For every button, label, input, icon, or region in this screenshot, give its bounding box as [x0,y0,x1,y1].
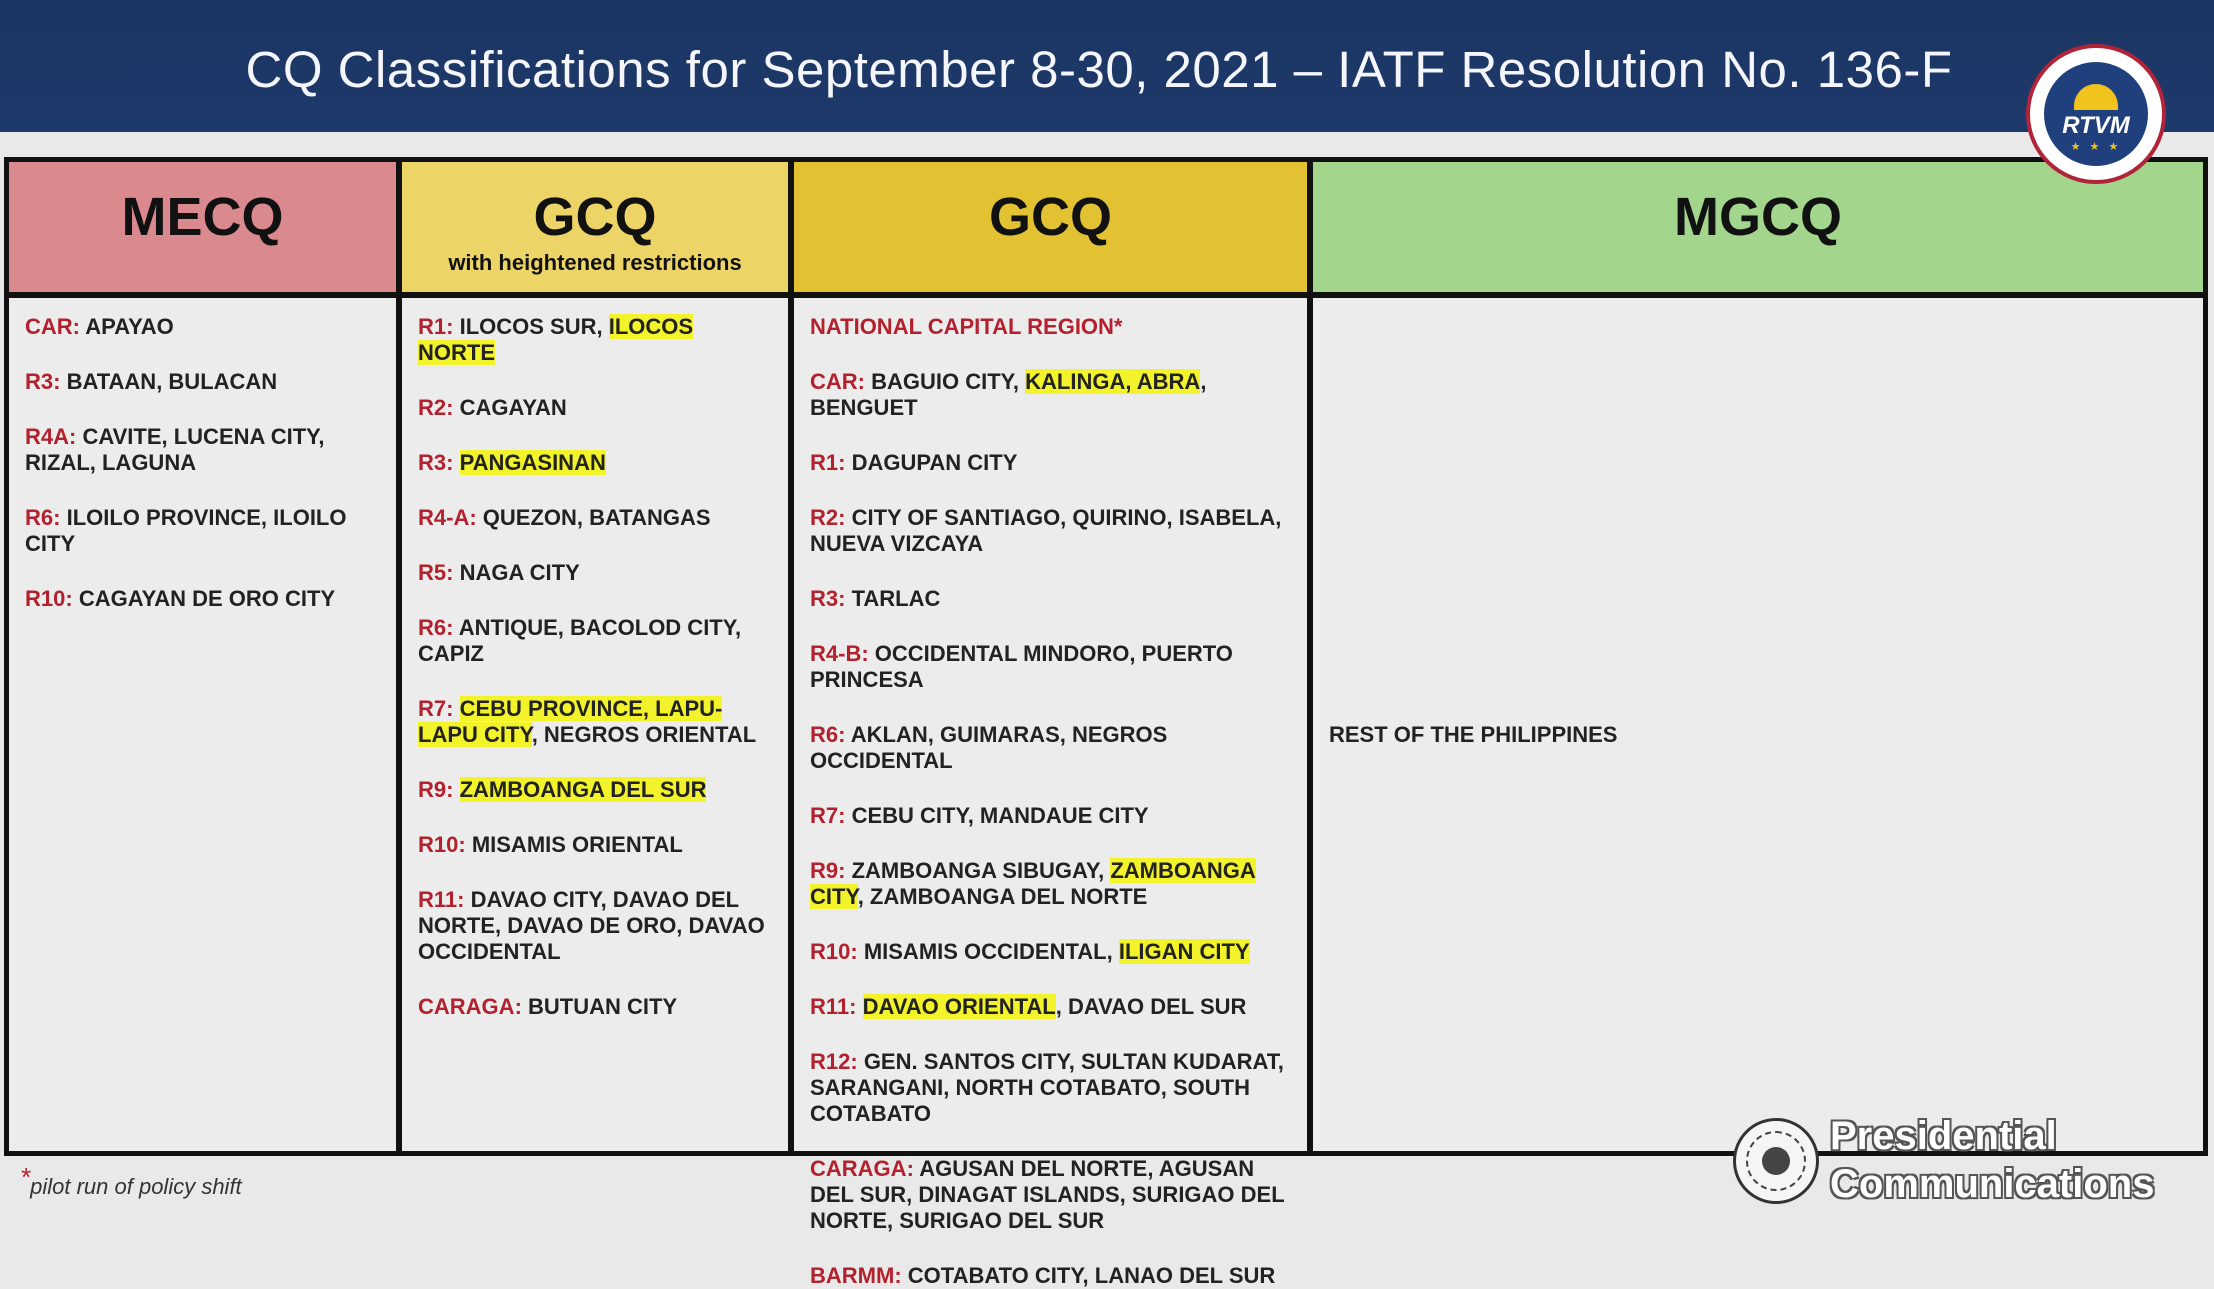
region-label: R5 [418,560,447,585]
column-heading: GCQ [988,187,1112,247]
list-item [810,314,1291,340]
region-label: R9 [418,777,447,802]
list-item: CARAGA: AGUSAN DEL NORTE, AGUSAN DEL SUR, DINAGAT ISLANDS, SURIGAO DEL NORTE, SURIGAO DEL SUR [810,1156,1285,1233]
column-body [794,298,1307,1289]
column-header-mgcq [1313,162,2203,298]
column-body [402,298,788,1020]
list-item: R10: MISAMIS ORIENTAL [418,832,683,857]
list-item: R2: CAGAYAN [418,395,567,420]
list-item: R3: PANGASINAN [418,450,606,475]
region-label: R12 [810,1049,851,1074]
region-label: R11 [810,994,850,1019]
area-text: CAVITE, LUCENA CITY, RIZAL, LAGUNA [25,424,325,475]
region-label: R7 [810,803,839,828]
list-item: R1: ILOCOS SUR, ILOCOS NORTE [418,314,694,365]
area-text: TARLAC [851,586,941,611]
area-text: ANTIQUE, BACOLOD CITY, CAPIZ [418,615,742,666]
region-label: R3 [25,369,54,394]
highlighted-area: ZAMBOANGA CITY [810,858,1256,909]
list-item: R4-B: OCCIDENTAL MINDORO, PUERTO PRINCESA [810,641,1233,692]
region-label: R6 [810,722,839,747]
area-text: AKLAN, GUIMARAS, NEGROS OCCIDENTAL [810,722,1168,773]
highlighted-area: PANGASINAN [459,450,606,475]
region-label: CARAGA [810,1156,907,1181]
region-label: R1 [418,314,447,339]
area-text: ILOCOS SUR, [459,314,609,339]
region-label: R6 [25,505,54,530]
list-item: R4-A: QUEZON, BATANGAS [418,505,711,530]
list-item: R11: DAVAO CITY, DAVAO DEL NORTE, DAVAO DE ORO, DAVAO OCCIDENTAL [418,887,765,964]
region-label: R1 [810,450,839,475]
list-item: R11: DAVAO ORIENTAL, DAVAO DEL SUR [810,994,1247,1019]
area-text: ZAMBOANGA SIBUGAY, [851,858,1111,883]
column-heading: MECQ [121,187,284,247]
area-text: APAYAO [85,314,174,339]
highlighted-area: ILOCOS NORTE [418,314,694,365]
region-label: R2 [418,395,447,420]
area-text: DAVAO CITY, DAVAO DEL NORTE, DAVAO DE ORO, DAVAO OCCIDENTAL [418,887,765,964]
region-label: R10 [418,832,459,857]
list-item: R9: ZAMBOANGA DEL SUR [418,777,707,802]
region-label: CAR [810,369,858,394]
region-label: R4-A [418,505,470,530]
pcoo-seal-icon [1733,1118,1819,1204]
column-gcq-heightened [396,162,788,1151]
highlighted-area: CEBU PROVINCE, LAPU-LAPU CITY [418,696,723,747]
column-mecq [9,162,396,1151]
area-text: CITY OF SANTIAGO, QUIRINO, ISABELA, NUEVA VIZCAYA [810,505,1282,556]
list-item: R10: CAGAYAN DE ORO CITY [25,586,336,611]
region-label: CAR [25,314,73,339]
rtvm-seal-icon [2044,62,2148,166]
area-text: , ZAMBOANGA DEL NORTE [857,884,1148,909]
highlighted-area: DAVAO ORIENTAL [862,994,1056,1019]
region-label: NATIONAL CAPITAL REGION* [810,314,1123,339]
list-item: R3: TARLAC [810,586,941,611]
area-text: ILOILO PROVINCE, ILOILO CITY [25,505,347,556]
list-item: CARAGA: BUTUAN CITY [418,994,678,1019]
footnote-text: pilot run of policy shift [30,1174,242,1199]
pcoo-logo-text [1830,1112,2154,1208]
list-item: R9: ZAMBOANGA SIBUGAY, ZAMBOANGA CITY, ZAMBOANGA DEL NORTE [810,858,1256,909]
rtvm-logo [2026,44,2166,184]
region-label: BARMM [810,1263,895,1288]
list-item: R12: GEN. SANTOS CITY, SULTAN KUDARAT, SARANGANI, NORTH COTABATO, SOUTH COTABATO [810,1049,1284,1126]
area-text: BUTUAN CITY [528,994,678,1019]
list-item: R7: CEBU PROVINCE, LAPU-LAPU CITY, NEGROS ORIENTAL [418,696,757,747]
list-item: R2: CITY OF SANTIAGO, QUIRINO, ISABELA, NUEVA VIZCAYA [810,505,1282,556]
column-mgcq [1307,162,2203,1151]
region-label: R10 [810,939,851,964]
highlighted-area: ZAMBOANGA DEL SUR [459,777,707,802]
pcoo-logo-line2: Communications [1830,1162,2155,1206]
title-bar [0,0,2214,132]
column-header-mecq [9,162,396,298]
column-heading: GCQ [533,187,657,247]
column-subheading: with heightened restrictions [448,250,742,275]
page-title: CQ Classifications for September 8-30, 2021 – IATF Resolution No. 136-F [245,41,1953,98]
list-item: R6: AKLAN, GUIMARAS, NEGROS OCCIDENTAL [810,722,1168,773]
region-label: R7 [418,696,447,721]
region-label: R3 [810,586,839,611]
column-body [9,298,396,612]
region-label: R10 [25,586,66,611]
list-item: BARMM: COTABATO CITY, LANAO DEL SUR [810,1263,1276,1288]
area-text: AGUSAN DEL NORTE, AGUSAN DEL SUR, DINAGAT ISLANDS, SURIGAO DEL NORTE, SURIGAO DEL SUR [810,1156,1285,1233]
rtvm-logo-text: RTVM [2062,112,2130,139]
list-item: R6: ILOILO PROVINCE, ILOILO CITY [25,505,347,556]
highlighted-area: ILIGAN CITY [1118,939,1250,964]
area-text: MISAMIS OCCIDENTAL, [863,939,1119,964]
region-label: R4A [25,424,70,449]
region-label: R4-B [810,641,862,666]
list-item: R3: BATAAN, BULACAN [25,369,278,394]
column-heading: MGCQ [1674,187,1842,247]
area-text: CAGAYAN [459,395,567,420]
list-item: CAR: APAYAO [25,314,174,339]
column-gcq [788,162,1307,1288]
region-label: R2 [810,505,839,530]
list-item: R4A: CAVITE, LUCENA CITY, RIZAL, LAGUNA [25,424,325,475]
pcoo-logo-line1: Presidential [1830,1114,2057,1158]
area-text: BATAAN, BULACAN [66,369,278,394]
area-text: DAGUPAN CITY [851,450,1018,475]
area-text: CAGAYAN DE ORO CITY [78,586,336,611]
highlighted-area: KALINGA, ABRA [1025,369,1201,394]
sun-icon [2074,84,2118,110]
area-text: CEBU CITY, MANDAUE CITY [851,803,1149,828]
stars-icon: ★ ★ ★ [2070,141,2122,153]
column-header-gcq-heightened [402,162,788,298]
list-item: R6: ANTIQUE, BACOLOD CITY, CAPIZ [418,615,742,666]
area-text: GEN. SANTOS CITY, SULTAN KUDARAT, SARANGANI, NORTH COTABATO, SOUTH COTABATO [810,1049,1284,1126]
area-text: NAGA CITY [459,560,580,585]
area-text: QUEZON, BATANGAS [482,505,711,530]
area-text: , NEGROS ORIENTAL [531,722,757,747]
list-item: R7: CEBU CITY, MANDAUE CITY [810,803,1149,828]
region-label: CARAGA [418,994,515,1019]
list-item: R1: DAGUPAN CITY [810,450,1018,475]
region-label: R3 [418,450,447,475]
list-item: R5: NAGA CITY [418,560,580,585]
region-label: R6 [418,615,447,640]
region-label: R11 [418,887,458,912]
list-item: CAR: BAGUIO CITY, KALINGA, ABRA, BENGUET [810,369,1207,420]
asterisk-icon: * [20,1162,31,1192]
area-text: MISAMIS ORIENTAL [471,832,683,857]
area-text: , BENGUET [810,369,1207,420]
column-header-gcq [794,162,1307,298]
mgcq-areas: REST OF THE PHILIPPINES [1329,722,1618,747]
area-text: COTABATO CITY, LANAO DEL SUR [907,1263,1276,1288]
area-text: , DAVAO DEL SUR [1055,994,1247,1019]
list-item: R10: MISAMIS OCCIDENTAL, ILIGAN CITY [810,939,1250,964]
area-text: BAGUIO CITY, [871,369,1026,394]
footnote [20,1162,242,1201]
area-text: OCCIDENTAL MINDORO, PUERTO PRINCESA [810,641,1233,692]
region-label: R9 [810,858,839,883]
